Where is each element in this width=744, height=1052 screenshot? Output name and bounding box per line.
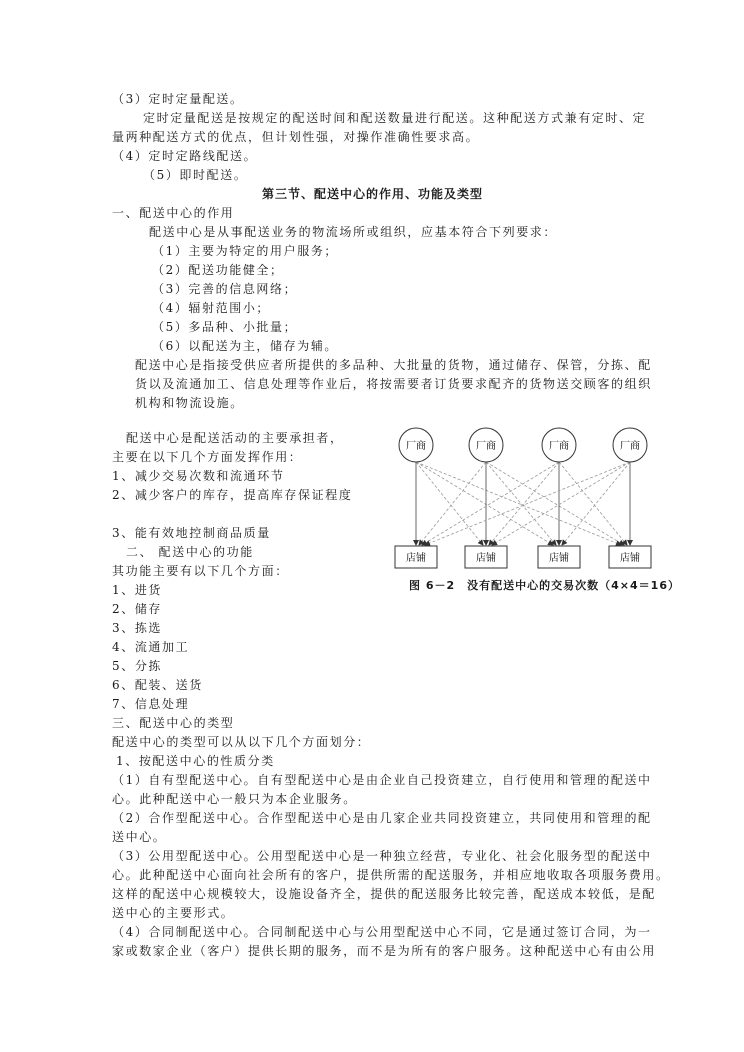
item3-paragraph-line2: 量两种配送方式的优点，但计划性强，对操作准确性要求高。 <box>112 130 480 144</box>
function-item: 2、储存 <box>112 602 163 616</box>
store-label: 店铺 <box>406 553 426 564</box>
transaction-edge <box>562 462 630 545</box>
manufacturer-label: 厂商 <box>406 441 426 452</box>
requirement-item: （2）配送功能健全； <box>152 263 284 277</box>
requirement-item: （6）以配送为主，储存为辅。 <box>152 339 339 353</box>
transaction-edge <box>416 462 483 545</box>
role-item: 2、减少客户的库存，提高库存保证程度 <box>112 488 353 502</box>
definition-line1: 配送中心是指接受供应者所提供的多品种、大批量的货物，通过储存、保管，分拣、配 <box>135 358 652 372</box>
type3-line4: 送中心的主要形式。 <box>112 906 235 920</box>
type1-line2: 心。此种配送中心一般只为本企业服务。 <box>112 792 357 806</box>
type3-line1: （3）公用型配送中心。公用型配送中心是一种独立经营，专业化、社会化服务型的配送中 <box>112 849 652 863</box>
function-item: 4、流通加工 <box>112 640 190 654</box>
manufacturer-label: 厂商 <box>476 441 496 452</box>
transaction-edge <box>422 462 559 545</box>
function-item: 7、信息处理 <box>112 697 190 711</box>
part3-intro: 配送中心的类型可以从以下几个方面划分： <box>112 735 371 749</box>
type2-line2: 送中心。 <box>112 830 167 844</box>
requirement-item: （1）主要为特定的用户服务； <box>152 244 339 258</box>
store-label: 店铺 <box>620 553 640 564</box>
store-label: 店铺 <box>549 553 569 564</box>
transaction-edge <box>492 462 630 545</box>
transaction-edge <box>489 462 559 545</box>
item5-title: （5）即时配送。 <box>143 168 248 182</box>
requirement-item: （3）完善的信息网络； <box>152 282 298 296</box>
item3-title: （3）定时定量配送。 <box>112 92 244 106</box>
item3-paragraph-line1: 定时定量配送是按规定的配送时间和配送数量进行配送。这种配送方式兼有定时、定 <box>143 111 647 125</box>
transaction-edge <box>419 462 486 545</box>
definition-line2: 货以及流通加工、信息处理等作业后，将按需要者订货要求配齐的货物送交顾客的组织 <box>135 377 652 391</box>
definition-line3: 机构和物流设施。 <box>135 396 244 410</box>
transaction-edge <box>486 462 556 545</box>
store-label: 店铺 <box>476 553 496 564</box>
requirement-item: （5）多品种、小批量； <box>152 320 298 334</box>
transaction-edge <box>416 462 553 545</box>
type2-line1: （2）合作型配送中心。合作型配送中心是由几家企业共同投资建立，共同使用和管理的配 <box>112 811 652 825</box>
section-title: 第三节、配送中心的作用、功能及类型 <box>262 187 484 201</box>
function-item: 5、分拣 <box>112 659 163 673</box>
part1-heading: 一、配送中心的作用 <box>112 206 235 220</box>
transaction-edge <box>416 462 621 545</box>
transaction-edge <box>425 462 630 545</box>
transaction-diagram <box>392 425 668 575</box>
part2-heading: 二、 配送中心的功能 <box>126 545 254 559</box>
requirement-item: （4）辐射范围小； <box>152 301 271 315</box>
part1-intro: 配送中心是从事配送业务的物流场所或组织，应基本符合下列要求： <box>149 225 558 239</box>
figure-caption: 图 6－2 没有配送中心的交易次数（4×4＝16） <box>409 579 680 592</box>
role-item: 3、能有效地控制商品质量 <box>112 526 271 540</box>
function-item: 1、进货 <box>112 583 163 597</box>
manufacturer-label: 厂商 <box>620 441 640 452</box>
part3-heading: 三、配送中心的类型 <box>112 716 235 730</box>
item4-title: （4）定时定路线配送。 <box>112 149 258 163</box>
type3-line2: 心。此种配送中心面向社会所有的客户，提供所需的配送服务，并相应地收取各项服务费用。 <box>112 868 670 882</box>
type4-line2: 家或数家企业（客户）提供长期的服务，而不是为所有的客户服务。这种配送中心有由公用 <box>112 944 657 958</box>
role-item: 1、减少交易次数和流通环节 <box>112 469 285 483</box>
function-item: 6、配装、送货 <box>112 678 203 692</box>
transaction-edge <box>559 462 627 545</box>
function-item: 3、拣选 <box>112 621 163 635</box>
type4-line1: （4）合同制配送中心。合同制配送中心与公用型配送中心不同，它是通过签订合同，为一 <box>112 925 652 939</box>
diagram-edges <box>416 462 630 545</box>
type3-line3: 这样的配送中心规模较大，设施设备齐全，提供的配送服务比较完善，配送成本较低，是配 <box>112 887 657 901</box>
transaction-edge <box>486 462 624 545</box>
part3-sub1: 1、按配送中心的性质分类 <box>116 754 275 768</box>
type1-line1: （1）自有型配送中心。自有型配送中心是由企业自己投资建立，自行使用和管理的配送中 <box>112 773 652 787</box>
role-intro-line1: 配送中心是配送活动的主要承担者， <box>126 431 344 445</box>
part2-intro: 其功能主要有以下几个方面： <box>112 564 289 578</box>
manufacturer-label: 厂商 <box>549 441 569 452</box>
role-intro-line2: 主要在以下几个方面发挥作用： <box>112 450 303 464</box>
